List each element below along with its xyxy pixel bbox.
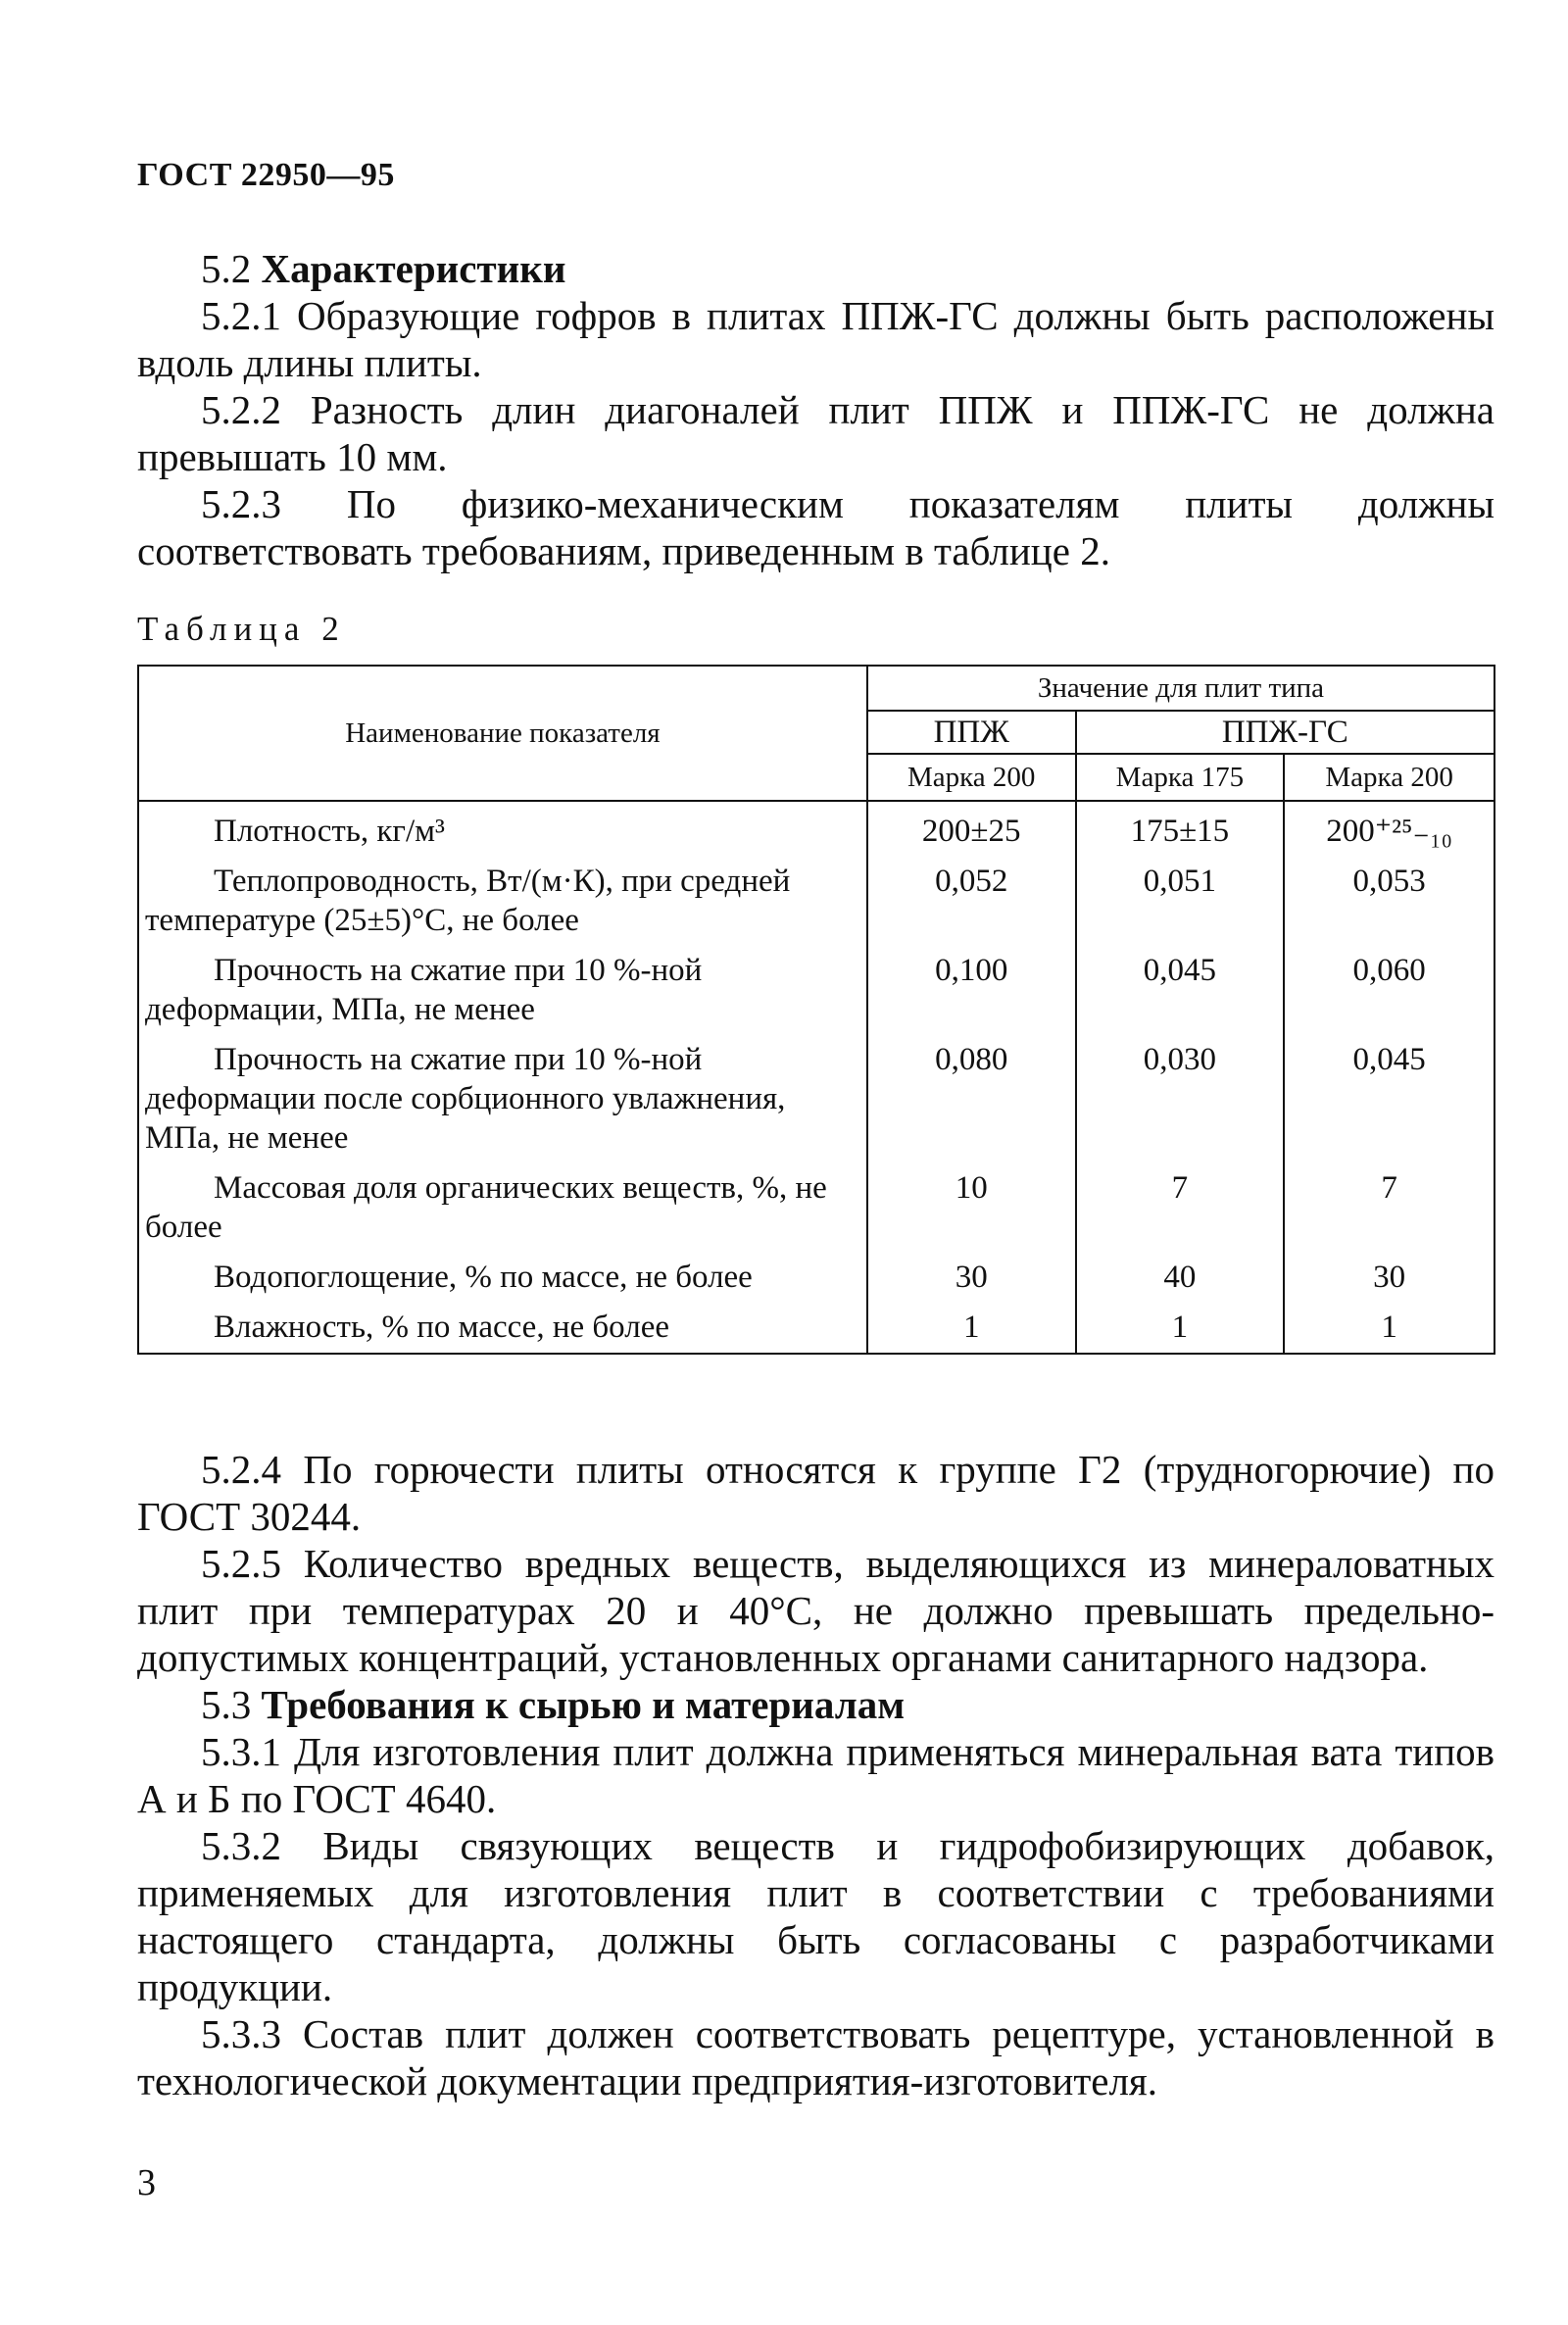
row-value: 0,030: [1076, 1034, 1285, 1162]
row-value: 0,100: [867, 945, 1076, 1034]
row-value: 175±15: [1076, 801, 1285, 856]
column-header-name: Наименование показателя: [138, 666, 867, 801]
row-value: 30: [867, 1252, 1076, 1302]
section-5-2-continued-and-5-3: [137, 1446, 1494, 2104]
column-header-group: Значение для плит типа: [867, 666, 1494, 711]
paragraph-5-2-4: 5.2.4 По горючести плиты относятся к группе Г2 (трудногорючие) по ГОСТ 30244.: [137, 1447, 1494, 1539]
row-value: 30: [1284, 1252, 1494, 1302]
paragraph-5-2-3: 5.2.3 По физико-механическим показателям плиты должны соответствовать требованиям, приведенным в таблице 2.: [137, 481, 1494, 573]
table-row: [138, 1162, 1494, 1252]
paragraph-5-3-2: 5.3.2 Виды связующих веществ и гидрофобизирующих добавок, применяемых для изготовления плит в соответствии с требованиями настоящего стандарта, должны быть согласованы с разработчиками продукции.: [137, 1823, 1494, 2009]
row-name: Теплопроводность, Вт/(м·К), при средней температуре (25±5)°С, не более: [138, 856, 867, 945]
row-value: 0,080: [867, 1034, 1076, 1162]
row-value: 7: [1076, 1162, 1285, 1252]
row-value: 0,045: [1284, 1034, 1494, 1162]
document-header: ГОСТ 22950—95: [137, 157, 395, 193]
row-name: Прочность на сжатие при 10 %-ной деформации, МПа, не менее: [138, 945, 867, 1034]
row-value: 200⁺²⁵₋₁₀: [1284, 801, 1494, 856]
table-row: [138, 856, 1494, 945]
properties-table: [137, 665, 1495, 1355]
row-value: 10: [867, 1162, 1076, 1252]
table-row: [138, 1034, 1494, 1162]
table-row: [138, 1302, 1494, 1354]
paragraph-5-2-1: 5.2.1 Образующие гофров в плитах ППЖ-ГС должны быть расположены вдоль длины плиты.: [137, 293, 1494, 385]
row-value: 1: [867, 1302, 1076, 1354]
section-5-2: [137, 245, 1494, 574]
column-header-type-ppzh: ППЖ: [867, 711, 1076, 754]
paragraph-5-3-1: 5.3.1 Для изготовления плит должна применяться минеральная вата типов А и Б по ГОСТ 4640.: [137, 1729, 1494, 1821]
row-value: 40: [1076, 1252, 1285, 1302]
row-name: Водопоглощение, % по массе, не более: [138, 1252, 867, 1302]
row-value: 0,053: [1284, 856, 1494, 945]
table-row: [138, 945, 1494, 1034]
row-value: 0,051: [1076, 856, 1285, 945]
paragraph-5-2-2: 5.2.2 Разность длин диагоналей плит ППЖ и ППЖ-ГС не должна превышать 10 мм.: [137, 387, 1494, 479]
row-name: Плотность, кг/м³: [138, 801, 867, 856]
table-row: [138, 801, 1494, 856]
table-caption: Таблица 2: [137, 610, 346, 648]
table-row: [138, 1252, 1494, 1302]
row-value: 200±25: [867, 801, 1076, 856]
column-header-type-ppzh-gs: ППЖ-ГС: [1076, 711, 1494, 754]
section-heading-5-3: 5.3 Требования к сырью и материалам: [201, 1682, 906, 1727]
row-value: 1: [1076, 1302, 1285, 1354]
column-header-grade: Марка 200: [1284, 754, 1494, 801]
row-value: 1: [1284, 1302, 1494, 1354]
row-name: Массовая доля органических веществ, %, не более: [138, 1162, 867, 1252]
row-value: 0,060: [1284, 945, 1494, 1034]
section-heading-5-2: 5.2 Характеристики: [201, 246, 566, 291]
row-name: Влажность, % по массе, не более: [138, 1302, 867, 1354]
row-value: 7: [1284, 1162, 1494, 1252]
page-number: 3: [137, 2162, 156, 2203]
row-name: Прочность на сжатие при 10 %-ной деформации после сорбционного увлажнения, МПа, не менее: [138, 1034, 867, 1162]
row-value: 0,052: [867, 856, 1076, 945]
row-value: 0,045: [1076, 945, 1285, 1034]
paragraph-5-2-5: 5.2.5 Количество вредных веществ, выделяющихся из минераловатных плит при температурах 20 и 40°С, не должно превышать предельно-допустимых концентраций, установленных органами санитарного надзора.: [137, 1541, 1494, 1680]
paragraph-5-3-3: 5.3.3 Состав плит должен соответствовать рецептуре, установленной в технологической документации предприятия-изготовителя.: [137, 2011, 1494, 2103]
column-header-grade: Марка 200: [867, 754, 1076, 801]
column-header-grade: Марка 175: [1076, 754, 1285, 801]
